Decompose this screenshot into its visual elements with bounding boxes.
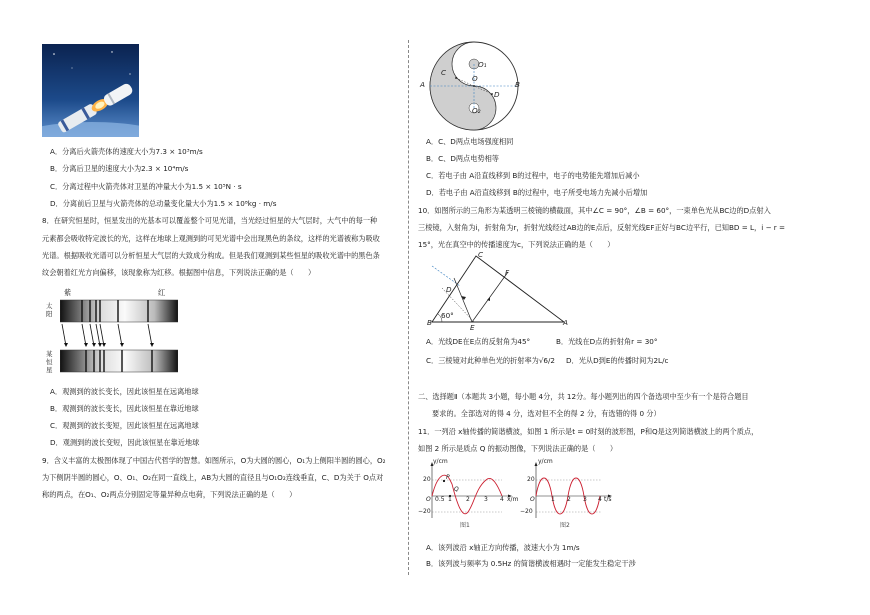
q8-option-c: C．观测到的波长变短，因此该恒星在远离地球 — [50, 421, 199, 430]
q10-option-a: A．光线DE在E点的反射角为45° — [426, 337, 531, 346]
graph1-ylabel: y/cm — [433, 458, 448, 465]
graph1-ytop: 20 — [423, 476, 431, 483]
graph1-tick-1: 1 — [448, 496, 452, 503]
graph1-tick-3: 3 — [484, 496, 488, 503]
wave-graph-2 — [524, 460, 614, 522]
q9-line-3: 称的两点，在O₁、O₂两点分别固定等量异种点电荷，下列说法正确的是（ ） — [42, 490, 297, 499]
q9-option-c: C．若电子由 A沿直线移到 B的过程中，电子的电势能先增加后减小 — [426, 171, 640, 180]
spectrum-red-label: 红 — [158, 288, 166, 297]
q8-line-4: 纹会朝着红光方向偏移，该现象称为红移。根据图中信息，下列说法正确的是（ ） — [42, 268, 316, 277]
q8-option-d: D．观测到的波长变短，因此该恒星在靠近地球 — [50, 438, 200, 447]
q11-line-1: 11．一列沿 x轴传播的简谐横波，如图 1 所示是t = 0时刻的波形图，P和Q是这列简谐横波上的两个质点， — [418, 427, 759, 436]
taiji-label-o1: O₁ — [478, 60, 487, 69]
q10-option-c: C．三棱镜对此种单色光的折射率为√6/2 — [426, 356, 555, 365]
rocket-photo — [42, 44, 139, 137]
spectrum-violet-label: 紫 — [64, 288, 72, 297]
wave-graph-1 — [418, 460, 514, 522]
q8-line-2: 元素都会吸收特定波长的光，这样在地球上观测到的可见光谱中会出现黑色的条纹，这样的光谱被称为吸收 — [42, 234, 380, 243]
graph2-tick-0: 1 — [551, 496, 555, 503]
graph2-tick-2: 3 — [583, 496, 587, 503]
q10-line-2: 三棱镜，入射角为i，折射角为r，折射光线经过AB边的E点后，反射光线EF正好与BC边平行，已知BD = L，i − r = — [418, 223, 786, 232]
graph2-xlabel: t/s — [604, 496, 612, 503]
prism-label-e: E — [470, 323, 475, 332]
section-header-line-1: 二、选择题Ⅱ（本题共 3小题，每小题 4分，共 12分。每小题列出的四个备选项中至少有一个是符合题目 — [418, 392, 749, 401]
q10-line-1: 10．如图所示的三角形为某透明三棱镜的横截面，其中∠C = 90°，∠B = 60°，一束单色光从BC边的D点射入 — [418, 206, 771, 215]
q10-option-b: B．光线在D点的折射角r = 30° — [556, 337, 658, 346]
q11-option-b: B．该列波与频率为 0.5Hz 的简谐横波相遇时一定能发生稳定干涉 — [426, 559, 636, 568]
graph2-caption: 图2 — [560, 522, 570, 529]
graph2-tick-1: 2 — [567, 496, 571, 503]
graph1-tick-4: 4 — [500, 496, 504, 503]
q10-option-d: D．光从D到E的传播时间为2L/c — [566, 356, 669, 365]
graph1-point-p: P — [446, 474, 450, 481]
taiji-label-d: D — [494, 90, 500, 99]
taiji-label-c: C — [441, 68, 447, 77]
graph2-ytop: 20 — [527, 476, 535, 483]
graph1-ybottom: −20 — [418, 508, 431, 515]
prism-label-f: F — [505, 268, 510, 277]
taiji-label-o: O — [472, 74, 478, 83]
graph1-tick-0: 0.5 — [435, 496, 445, 503]
q7-option-a: A．分离后火箭壳体的速度大小为7.3 × 10³m/s — [50, 147, 203, 156]
q9-line-2: 为下侧阴半圆的圆心，O、O₁、O₂在同一直线上，AB为大圆的直径且与O₁O₂连线垂直，C、D为关于 O点对 — [42, 473, 384, 482]
taiji-label-b: B — [515, 80, 520, 89]
q11-option-a: A．该列波沿 x轴正方向传播，波速大小为 1m/s — [426, 543, 580, 552]
spectrum-sun-label: 太阳 — [46, 302, 53, 319]
section-header-line-2: 要求的。全部选对的得 4 分，选对但不全的得 2 分，有选错的得 0 分） — [432, 409, 661, 418]
q9-option-a: A．C、D两点电场强度相同 — [426, 137, 514, 146]
q9-option-d: D．若电子由 A沿直线移到 B的过程中，电子所受电场力先减小后增加 — [426, 188, 648, 197]
prism-label-d: D — [446, 285, 452, 294]
q11-line-2: 如图 2 所示是质点 Q 的振动图像，下列说法正确的是（ ） — [418, 444, 618, 453]
prism-label-a: A — [563, 318, 568, 327]
graph1-origin: O — [426, 496, 431, 503]
column-divider — [408, 40, 409, 575]
graph1-point-q: Q — [454, 486, 459, 493]
q7-option-d: D．分离前后卫星与火箭壳体的总动量变化量大小为1.5 × 10⁸kg · m/s — [50, 199, 277, 208]
q8-line-3: 光谱。根据吸收光谱可以分析恒星大气层的大致成分构成。但是我们观测到某些恒星的吸收光谱中的黑色条 — [42, 251, 380, 260]
q7-option-c: C．分离过程中火箭壳体对卫星的冲量大小为1.5 × 10⁵N · s — [50, 182, 242, 191]
taiji-label-a: A — [420, 80, 425, 89]
graph1-xlabel: x/m — [507, 496, 519, 503]
graph1-tick-2: 2 — [466, 496, 470, 503]
q7-option-b: B．分离后卫星的速度大小为2.3 × 10⁴m/s — [50, 164, 189, 173]
graph2-tick-3: 4 — [598, 496, 602, 503]
spectrum-diagram — [60, 298, 178, 376]
q9-option-b: B．C、D两点电势相等 — [426, 154, 499, 163]
q8-line-1: 8．在研究恒星时，恒星发出的光基本可以覆盖整个可见光谱，当光经过恒星的大气层时，大气中的每一种 — [42, 216, 378, 225]
graph1-caption: 图1 — [460, 522, 470, 529]
graph2-origin: O — [530, 496, 535, 503]
q8-option-a: A．观测到的波长变长，因此该恒星在远离地球 — [50, 387, 199, 396]
taiji-label-o2: O₂ — [472, 106, 481, 115]
spectrum-star-label: 某恒星 — [46, 350, 53, 375]
q8-option-b: B．观测到的波长变长，因此该恒星在靠近地球 — [50, 404, 199, 413]
prism-label-angle: 60° — [441, 311, 454, 320]
prism-label-b: B — [427, 318, 432, 327]
taiji-diagram — [418, 40, 528, 132]
q10-line-3: 15°，光在真空中的传播速度为c，下列说法正确的是（ ） — [418, 240, 615, 249]
q9-line-1: 9．含义丰富的太极图体现了中国古代哲学的智慧。如图所示，O为大圆的圆心，O₁为上侧阳半圆的圆心，O₂ — [42, 456, 386, 465]
prism-label-c: C — [478, 250, 484, 259]
graph2-ylabel: y/cm — [538, 458, 553, 465]
graph2-ybottom: −20 — [520, 508, 533, 515]
